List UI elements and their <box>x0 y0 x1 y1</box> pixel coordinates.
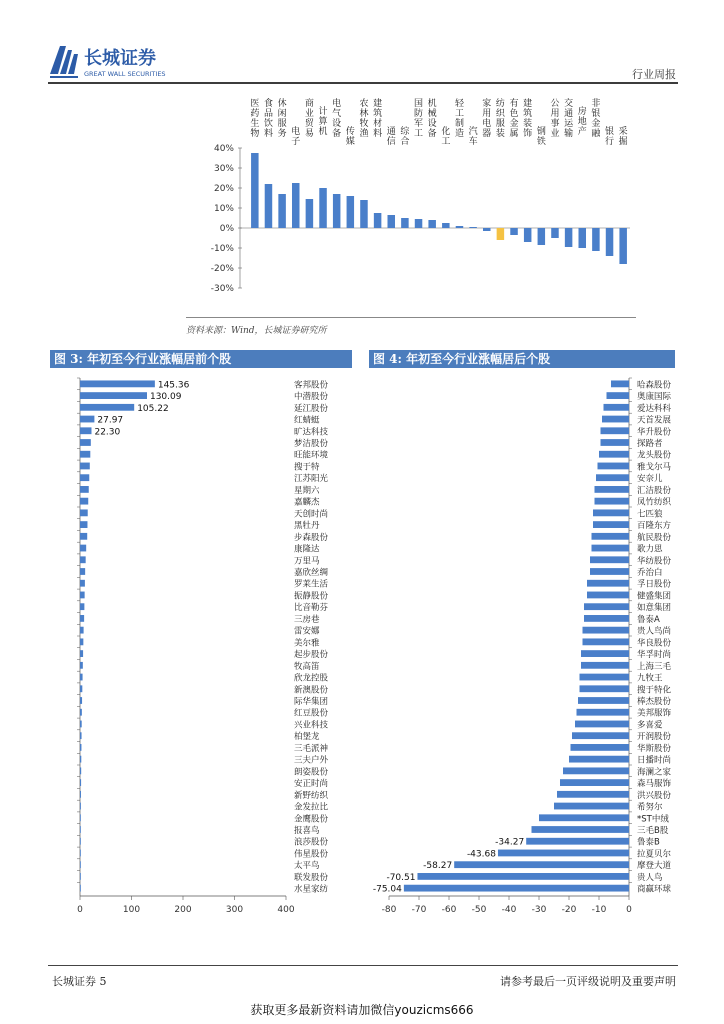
category-label: 孚日股份 <box>637 579 672 590</box>
bar <box>80 451 90 458</box>
bar <box>80 885 81 892</box>
bar <box>565 228 573 247</box>
figure4-number: 图 4: <box>373 352 402 366</box>
category-label: 有色金属 <box>509 99 519 139</box>
category-label: 星期六 <box>294 485 320 496</box>
bar <box>80 638 83 645</box>
bar <box>575 721 629 728</box>
category-label: 际华集团 <box>294 697 329 707</box>
x-tick-label: 0 <box>626 905 632 915</box>
bar <box>538 228 546 245</box>
bar <box>619 228 627 264</box>
y-tick-label: 30% <box>213 164 234 174</box>
bar <box>583 638 630 645</box>
data-label: -43.68 <box>466 849 496 860</box>
category-label: 伟星股份 <box>294 849 329 860</box>
bar <box>80 404 134 411</box>
bar <box>80 509 88 516</box>
category-label: 摩登大道 <box>637 861 672 872</box>
brand-name-en: GREAT WALL SECURITIES <box>84 70 166 78</box>
bar <box>80 814 81 821</box>
category-label: 家用电器 <box>482 99 492 139</box>
industry-performance-chart <box>186 96 636 311</box>
x-tick-label: -30 <box>531 905 547 915</box>
bar <box>387 215 395 228</box>
bar <box>319 188 327 228</box>
bar <box>532 826 630 833</box>
data-label: -70.51 <box>386 872 416 883</box>
bar <box>80 498 88 505</box>
data-label: -58.27 <box>423 861 453 872</box>
figure3-number: 图 3: <box>54 352 83 366</box>
category-label: 百隆东方 <box>637 521 672 532</box>
category-label: 华纺股份 <box>637 556 672 567</box>
bar <box>80 873 81 880</box>
bar <box>374 213 382 228</box>
bar <box>80 850 81 857</box>
category-label: 江苏阳光 <box>294 474 329 485</box>
bar <box>602 416 629 423</box>
category-label: 三房巷 <box>294 614 320 625</box>
bar <box>80 392 147 399</box>
x-tick-label: -20 <box>561 905 577 915</box>
y-tick-label: -20% <box>210 264 234 274</box>
category-label: 银行 <box>605 127 615 147</box>
bar <box>442 223 450 228</box>
category-label: 中潜股份 <box>294 392 329 403</box>
bar <box>80 603 84 610</box>
bar <box>604 404 630 411</box>
bar <box>590 556 629 563</box>
bar <box>80 580 85 587</box>
bar <box>333 194 341 228</box>
bar <box>80 721 82 728</box>
data-label: 130.09 <box>149 392 182 403</box>
bar <box>469 227 477 228</box>
category-label: 华斯股份 <box>637 743 672 754</box>
category-label: 纺织服装 <box>495 99 505 139</box>
bar <box>80 592 85 599</box>
bar <box>601 439 630 446</box>
category-label: 健盛集团 <box>637 591 672 602</box>
bar <box>80 756 81 763</box>
bar <box>596 474 629 481</box>
bar <box>80 416 94 423</box>
category-label: 雅戈尔马 <box>637 462 672 473</box>
category-label: 汽车 <box>468 127 478 147</box>
bar <box>593 509 629 516</box>
x-tick-label: -40 <box>501 905 517 915</box>
bar <box>580 685 630 692</box>
category-label: 采掘 <box>618 127 628 147</box>
category-label: 鲁泰B <box>637 837 660 848</box>
bar <box>404 885 629 892</box>
bar <box>251 153 259 228</box>
category-label: 华孚时尚 <box>637 650 672 661</box>
category-label: 振静股份 <box>294 591 329 602</box>
bar <box>360 200 368 228</box>
category-label: 洪兴股份 <box>637 790 672 801</box>
bar <box>606 228 614 256</box>
category-label: 万里马 <box>294 556 320 567</box>
category-label: *ST中绒 <box>637 814 669 825</box>
category-label: 华升股份 <box>637 427 672 438</box>
category-label: 医药生物 <box>250 99 260 139</box>
category-label: 汇洁股份 <box>637 485 672 496</box>
bar <box>80 439 91 446</box>
bar <box>80 732 82 739</box>
bar <box>557 791 629 798</box>
category-label: 水星家纺 <box>294 884 329 895</box>
bar <box>584 615 629 622</box>
category-label: 如意集团 <box>637 603 672 614</box>
bar <box>580 674 630 681</box>
category-label: 红蜻蜓 <box>294 415 320 426</box>
category-label: 美尔雅 <box>294 638 320 649</box>
category-label: 传媒 <box>345 127 355 147</box>
category-label: 延江股份 <box>294 403 329 414</box>
bar <box>560 779 629 786</box>
category-label: 比音勒芬 <box>294 603 329 614</box>
bar <box>497 228 505 240</box>
category-label: 凤竹纺织 <box>637 497 672 508</box>
category-label: 搜于特化 <box>637 685 672 696</box>
category-label: 电气设备 <box>332 99 342 139</box>
category-label: 黑牡丹 <box>294 521 320 532</box>
bar <box>80 474 89 481</box>
bar <box>80 744 81 751</box>
bar <box>593 521 629 528</box>
bar <box>587 592 629 599</box>
bar <box>595 486 630 493</box>
category-label: 安正时尚 <box>294 779 329 790</box>
bar <box>526 838 629 845</box>
category-label: 探路者 <box>637 439 663 449</box>
category-label: 新澳股份 <box>294 685 329 696</box>
category-label: 九牧王 <box>637 673 663 684</box>
category-label: 电子 <box>291 127 301 147</box>
bar <box>554 803 629 810</box>
category-label: 龙头股份 <box>637 450 672 461</box>
category-label: 步森股份 <box>294 532 329 543</box>
category-label: 华良股份 <box>637 638 672 649</box>
bar <box>563 767 629 774</box>
category-label: 天创时尚 <box>294 509 329 520</box>
bar <box>572 732 629 739</box>
x-tick-label: -10 <box>591 905 607 915</box>
bar <box>347 196 355 228</box>
bar <box>454 861 629 868</box>
category-label: 海澜之家 <box>637 767 672 778</box>
category-label: 三夫户外 <box>294 755 329 766</box>
data-label: -75.04 <box>372 884 402 895</box>
category-label: 奥康国际 <box>637 392 672 403</box>
data-label: 27.97 <box>97 415 124 426</box>
category-label: 搜于特 <box>294 462 320 473</box>
x-tick-label: 0 <box>77 905 83 915</box>
bar <box>598 463 630 470</box>
category-label: 非银金融 <box>591 99 601 139</box>
y-tick-label: 0% <box>219 224 234 234</box>
category-label: 商业贸易 <box>304 99 314 139</box>
bar <box>577 709 630 716</box>
category-label: 轻工制造 <box>454 99 464 139</box>
category-label: 爱达科科 <box>637 403 672 414</box>
bar <box>578 228 586 248</box>
category-label: 农林牧渔 <box>359 99 369 139</box>
category-label: 联发股份 <box>294 872 329 883</box>
bar <box>80 486 89 493</box>
category-label: 多喜爱 <box>637 720 663 731</box>
figure3-title-bar <box>50 350 352 368</box>
category-label: 嘉欣丝绸 <box>294 568 329 578</box>
category-label: 综合 <box>400 127 410 147</box>
category-label: 建筑材料 <box>373 99 383 139</box>
category-label: 金鹰股份 <box>294 814 329 825</box>
source-note: 资料来源：Wind，长城证券研究所 <box>186 326 327 336</box>
y-tick-label: -10% <box>210 244 234 254</box>
category-label: 航民股份 <box>637 532 672 543</box>
figure4-title: 年初至今行业涨幅居后个股 <box>406 352 551 366</box>
bar <box>590 568 629 575</box>
bar <box>80 627 84 634</box>
category-label: 三毛派神 <box>294 743 329 754</box>
category-label: 欣龙控股 <box>294 673 329 684</box>
x-tick-label: -70 <box>411 905 427 915</box>
bar <box>306 199 314 228</box>
category-label: 森马服饰 <box>637 779 672 790</box>
bar <box>595 498 630 505</box>
bar <box>584 603 629 610</box>
category-label: 休闲服务 <box>277 99 287 139</box>
bar <box>456 226 464 228</box>
category-label: 鲁泰A <box>637 614 660 625</box>
bar <box>592 545 630 552</box>
category-label: 房地产 <box>577 107 587 137</box>
watermark-text: 获取更多最新资料请加微信youzicms666 <box>250 1003 474 1017</box>
data-label: 105.22 <box>137 403 169 414</box>
bar <box>539 814 629 821</box>
category-label: 拉夏贝尔 <box>637 849 672 860</box>
category-label: 棒杰股份 <box>637 697 672 707</box>
bar <box>578 697 629 704</box>
category-label: 红豆股份 <box>294 708 329 719</box>
bar <box>524 228 532 242</box>
bar <box>417 873 629 880</box>
category-label: 计算机 <box>318 107 328 137</box>
bar <box>581 662 629 669</box>
category-label: 罗莱生活 <box>294 579 329 590</box>
category-label: 天首发展 <box>637 415 672 426</box>
bar <box>80 380 155 387</box>
report-type: 行业周报 <box>632 68 676 81</box>
category-label: 食品饮料 <box>263 99 273 139</box>
bar <box>80 650 83 657</box>
bar <box>80 838 81 845</box>
bar <box>592 533 630 540</box>
bar <box>80 427 91 434</box>
category-label: 美邦服饰 <box>637 708 672 719</box>
bar <box>80 615 84 622</box>
y-tick-label: 10% <box>213 204 234 214</box>
bar <box>292 183 300 228</box>
bar <box>607 392 630 399</box>
category-label: 嘉麟杰 <box>294 497 320 508</box>
data-label: 145.36 <box>157 380 190 391</box>
x-tick-label: 400 <box>277 905 295 915</box>
bar <box>80 674 83 681</box>
category-label: 金发拉比 <box>294 802 329 813</box>
x-tick-label: -50 <box>471 905 487 915</box>
category-label: 公用事业 <box>550 99 560 139</box>
top-gainers-chart <box>50 372 350 920</box>
bar <box>415 219 423 228</box>
category-label: 朗姿股份 <box>294 767 329 778</box>
figure3-title: 年初至今行业涨幅居前个股 <box>87 352 232 366</box>
category-label: 三毛B股 <box>637 826 669 836</box>
footer-page-label: 长城证券 5 <box>52 975 107 988</box>
y-tick-label: 20% <box>213 184 234 194</box>
bar <box>80 767 81 774</box>
category-label: 钢铁 <box>536 127 546 147</box>
category-label: 歌力思 <box>637 544 663 555</box>
category-label: 太平鸟 <box>294 861 320 872</box>
bar <box>80 779 81 786</box>
bar <box>587 580 629 587</box>
category-label: 贵人鸟尚 <box>637 626 672 637</box>
bar <box>80 521 87 528</box>
bar <box>80 861 81 868</box>
source-divider <box>186 317 636 318</box>
category-label: 报喜鸟 <box>294 826 320 836</box>
x-tick-label: -80 <box>381 905 397 915</box>
header-divider <box>48 82 678 84</box>
bar <box>611 380 629 387</box>
category-label: 乔治白 <box>637 568 663 578</box>
bar <box>581 650 629 657</box>
category-label: 康隆达 <box>294 544 320 555</box>
category-label: 国防军工 <box>414 99 424 139</box>
company-logo <box>48 40 188 80</box>
category-label: 旷达科技 <box>294 427 329 438</box>
category-label: 客邦股份 <box>294 380 329 391</box>
category-label: 通信 <box>386 127 396 147</box>
category-label: 旺能环境 <box>294 450 329 461</box>
category-label: 哈森股份 <box>637 380 672 391</box>
x-tick-label: 100 <box>122 905 141 915</box>
x-tick-label: 300 <box>225 905 244 915</box>
category-label: 交通运输 <box>564 99 574 139</box>
footer-divider <box>48 965 678 966</box>
category-label: 化工 <box>441 127 451 147</box>
bar <box>80 556 86 563</box>
bar <box>428 220 436 228</box>
category-label: 安奈儿 <box>637 474 663 485</box>
bar <box>80 697 82 704</box>
bar <box>498 850 629 857</box>
bar <box>80 709 82 716</box>
bar <box>599 451 629 458</box>
category-label: 机械设备 <box>427 99 437 139</box>
category-label: 商赢环球 <box>637 884 672 895</box>
bar <box>80 685 82 692</box>
data-label: 22.30 <box>94 427 121 438</box>
bar <box>80 662 83 669</box>
bar <box>80 803 81 810</box>
category-label: 牧高笛 <box>294 661 320 672</box>
bar <box>510 228 518 235</box>
y-tick-label: -30% <box>210 284 234 294</box>
category-label: 七匹狼 <box>637 509 663 520</box>
category-label: 雷安娜 <box>294 626 320 637</box>
bar <box>80 568 85 575</box>
category-label: 兴业科技 <box>294 720 329 731</box>
bar <box>80 545 86 552</box>
bar <box>278 194 286 228</box>
bar <box>569 756 629 763</box>
footer-disclaimer: 请参考最后一页评级说明及重要声明 <box>500 975 676 988</box>
category-label: 贵人鸟 <box>637 872 663 883</box>
top-losers-chart <box>369 372 675 920</box>
x-tick-label: 200 <box>174 905 192 915</box>
category-label: 梦洁股份 <box>294 439 329 449</box>
bar <box>80 533 87 540</box>
category-label: 柏堡龙 <box>294 732 320 743</box>
category-label: 希努尔 <box>637 802 663 813</box>
bar <box>265 184 273 228</box>
category-label: 新野纺织 <box>294 790 329 801</box>
category-label: 起步股份 <box>294 650 329 661</box>
bar <box>80 791 81 798</box>
bar <box>601 427 630 434</box>
y-tick-label: 40% <box>213 144 234 154</box>
bar <box>80 826 81 833</box>
bar <box>592 228 600 251</box>
bar <box>401 218 409 228</box>
category-label: 浪莎股份 <box>294 837 329 848</box>
category-label: 上海三毛 <box>637 661 672 672</box>
brand-name-cn: 长城证券 <box>84 48 156 69</box>
bar <box>571 744 630 751</box>
bar <box>80 463 90 470</box>
bar <box>551 228 559 238</box>
category-label: 建筑装饰 <box>523 99 533 139</box>
bar <box>483 228 491 231</box>
data-label: -34.27 <box>495 837 525 848</box>
category-label: 开润股份 <box>637 732 672 743</box>
category-label: 日播时尚 <box>637 755 672 766</box>
bar <box>583 627 630 634</box>
figure4-title-bar <box>369 350 675 368</box>
x-tick-label: -60 <box>441 905 457 915</box>
